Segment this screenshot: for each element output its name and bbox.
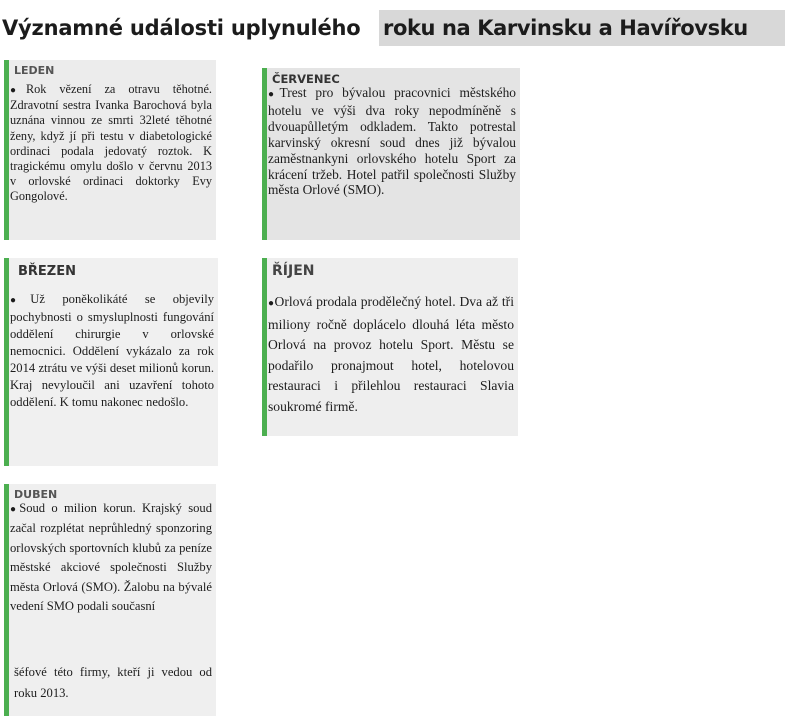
news-clipping-duben [4, 484, 216, 716]
month-label: BŘEZEN [18, 264, 76, 279]
bullet-icon: ● [268, 89, 280, 100]
bullet-icon: ● [10, 504, 20, 515]
headline-part-1: Významné události uplynulého [2, 16, 361, 40]
news-clipping-rijen [262, 258, 518, 436]
clipping-text: ●Rok vězení za otravu těhotné. Zdravotní sestra Ivanka Barochová byla uznána vinnou ze smrti 32leté těhotné ženy, když jí při testu v diabetologické ordinaci podala jedovatý roztok. K tragickému omylu došlo v červnu 2013 v orlovské ordinaci doktorky Evy Gongolové. [10, 82, 212, 204]
accent-bar [262, 68, 267, 240]
headline-part-2: roku na Karvinsku a Havířovsku [379, 10, 785, 46]
news-clipping-leden [4, 60, 216, 240]
clipping-text: ●Soud o milion korun. Krajský soud začal rozplétat neprůhledný sponzoring orlovských sportovních klubů za peníze městské akciové společnosti Služby města Orlová (SMO). Žalobu na bývalé vedení SMO podali současní [10, 501, 212, 614]
accent-bar [262, 258, 267, 436]
accent-bar [4, 60, 9, 240]
accent-bar [4, 258, 9, 466]
clipping-text-continued: šéfové této firmy, kteří ji vedou od roku 2013. [14, 665, 212, 700]
clipping-text: ●Trest pro bývalou pracovnici městského hotelu ve výši dva roky nepodmíněně s dvouapůlletým odkladem. Takto potrestal karvinský okresní soud dnes již bývalou zaměstnankyni orlovského hotelu Sport za krácení tržeb. Hotel patřil společnosti Služby města Orlové (SMO). [268, 85, 516, 198]
month-label: LEDEN [14, 64, 55, 77]
clipping-text: ●Orlová prodala prodělečný hotel. Dva až tři miliony ročně doplácelo dlouhá léta město Orlová na provoz hotelu Sport. Městu se podařilo pronajmout hotel, hotelovou restauraci i přilehlou restauraci Slavia soukromé firmě. [268, 294, 514, 414]
month-label: DUBEN [14, 488, 58, 501]
accent-bar [4, 484, 9, 716]
bullet-icon: ● [10, 295, 31, 306]
month-label: ČERVENEC [272, 72, 340, 86]
news-clipping-brezen [4, 258, 218, 466]
news-clipping-cervenec [262, 68, 520, 240]
page-headline [0, 10, 785, 46]
clipping-text: ●Už poněkolikáté se objevily pochybnosti o smysluplnosti fungování oddělení chirurgie v orlovské nemocnici. Oddělení vykázalo za rok 2014 ztrátu ve výši deset milionů korun. Kraj nevyloučil ani uzavření tohoto oddělení. K tomu nakonec nedošlo. [10, 292, 214, 409]
bullet-icon: ● [268, 298, 275, 309]
month-label: ŘÍJEN [272, 263, 315, 279]
bullet-icon: ● [10, 85, 26, 96]
